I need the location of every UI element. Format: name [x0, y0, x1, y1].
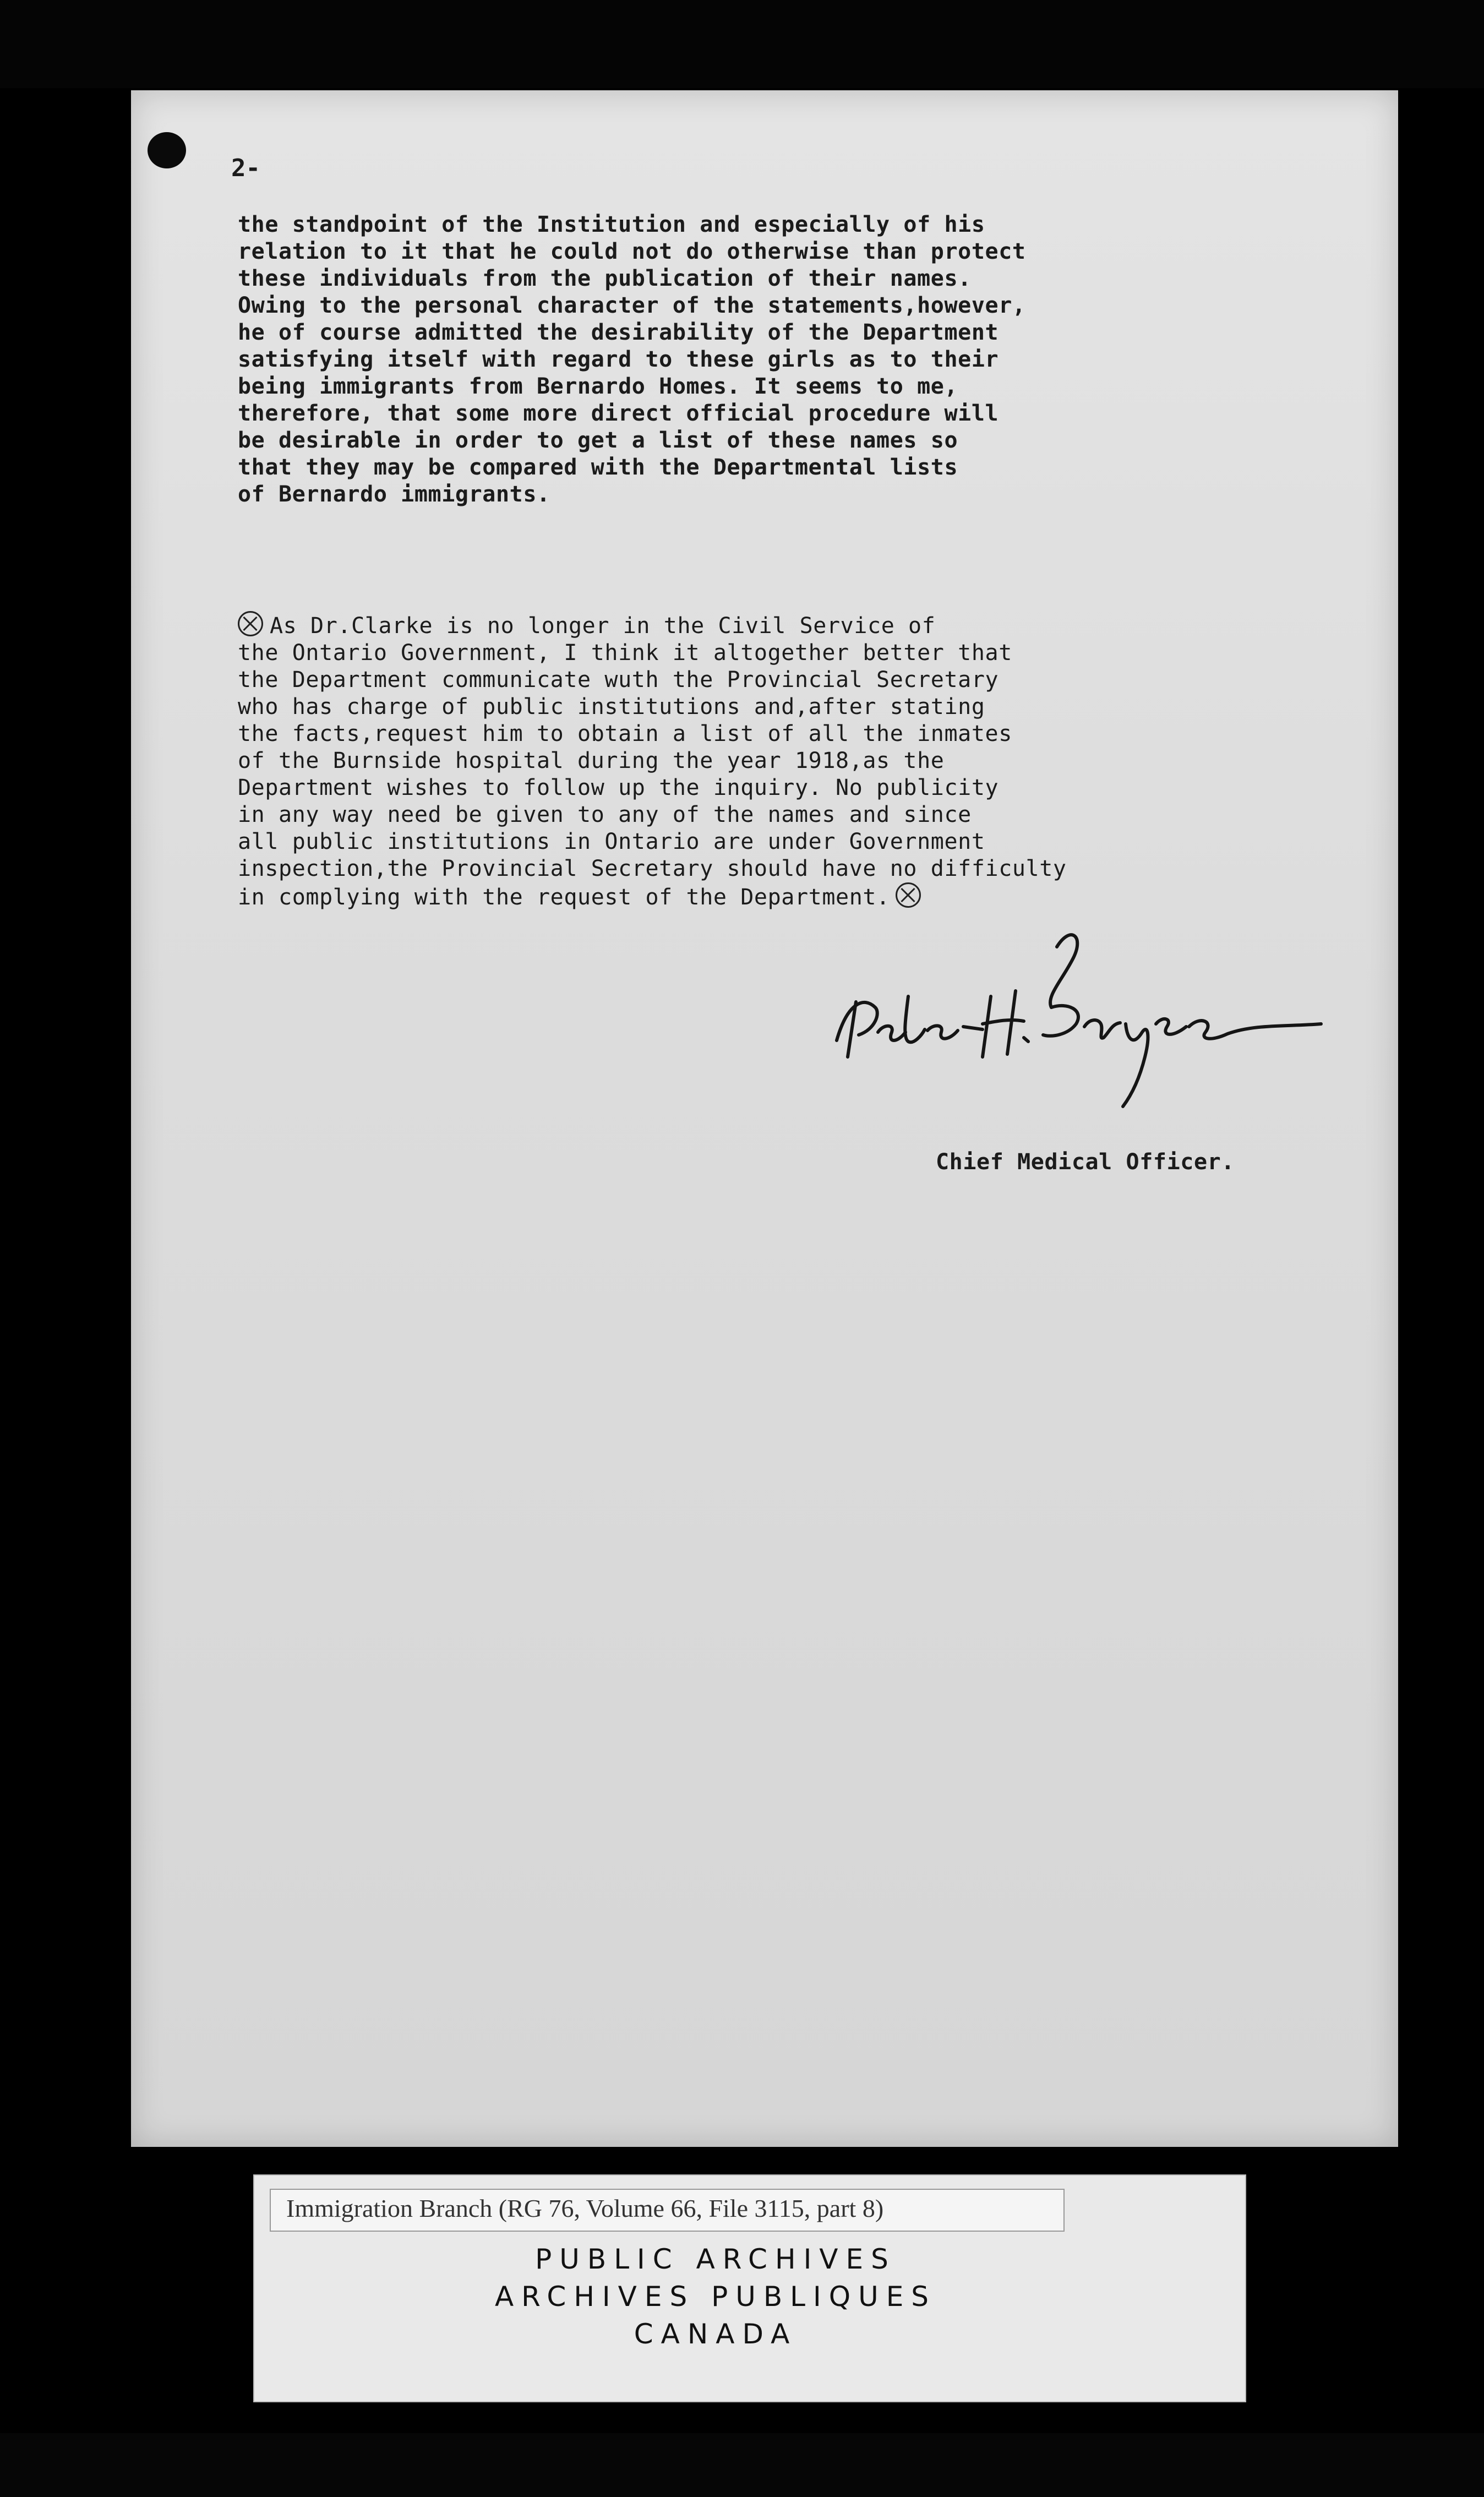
punch-hole	[148, 132, 186, 168]
text-line: all public institutions in Ontario are under Government	[238, 829, 985, 854]
text-line: these individuals from the publication of their names.	[238, 266, 972, 291]
text-line: Department wishes to follow up the inquiry. No publicity	[238, 775, 999, 800]
text-line: that they may be compared with the Departmental lists	[238, 455, 958, 480]
text-line	[238, 611, 1284, 640]
archive-stamp-line-2: ARCHIVES PUBLIQUES	[494, 2281, 937, 2313]
text-line-content: As Dr.Clarke is no longer in the Civil Service of	[270, 613, 936, 639]
microfilm-frame-top	[0, 0, 1484, 88]
text-line: who has charge of public institutions and,after stating	[238, 694, 985, 719]
text-line: of the Burnside hospital during the year 1918,as the	[238, 748, 945, 773]
text-line: the standpoint of the Institution and especially of his	[238, 212, 985, 237]
text-line: inspection,the Provincial Secretary should have no difficulty	[238, 856, 1067, 881]
text-line: he of course admitted the desirability of the Department	[238, 320, 999, 345]
archive-reference: Immigration Branch (RG 76, Volume 66, File 3115, part 8)	[286, 2194, 884, 2222]
handwritten-signature	[826, 914, 1354, 1123]
text-line: the Ontario Government, I think it altogether better that	[238, 640, 1012, 666]
page-number: 2-	[231, 154, 260, 182]
signatory-title: Chief Medical Officer.	[936, 1149, 1235, 1175]
text-line: therefore, that some more direct official procedure will	[238, 401, 999, 426]
archive-stamp-line-3: CANADA	[634, 2318, 798, 2350]
text-line: satisfying itself with regard to these girls as to their	[238, 347, 999, 372]
text-line: in any way need be given to any of the names and since	[238, 802, 972, 827]
text-line: Owing to the personal character of the statements,however,	[238, 293, 1026, 318]
margin-mark-icon	[896, 882, 921, 908]
margin-mark-icon	[238, 611, 263, 636]
archive-stamp-line-1: PUBLIC ARCHIVES	[535, 2243, 896, 2275]
text-line: relation to it that he could not do otherwise than protect	[238, 239, 1026, 264]
archive-stamp	[275, 2240, 1156, 2353]
text-line: of Bernardo immigrants.	[238, 482, 550, 507]
paragraph-1	[238, 211, 1284, 508]
text-line: the Department communicate wuth the Provincial Secretary	[238, 667, 999, 693]
microfilm-frame-bottom	[0, 2433, 1484, 2497]
text-line	[238, 882, 1284, 911]
paragraph-2	[238, 611, 1284, 911]
text-line: be desirable in order to get a list of these names so	[238, 428, 958, 453]
text-line-content: in complying with the request of the Department.	[238, 885, 890, 910]
text-line: the facts,request him to obtain a list of all the inmates	[238, 721, 1012, 746]
text-line: being immigrants from Bernardo Homes. It seems to me,	[238, 374, 958, 399]
